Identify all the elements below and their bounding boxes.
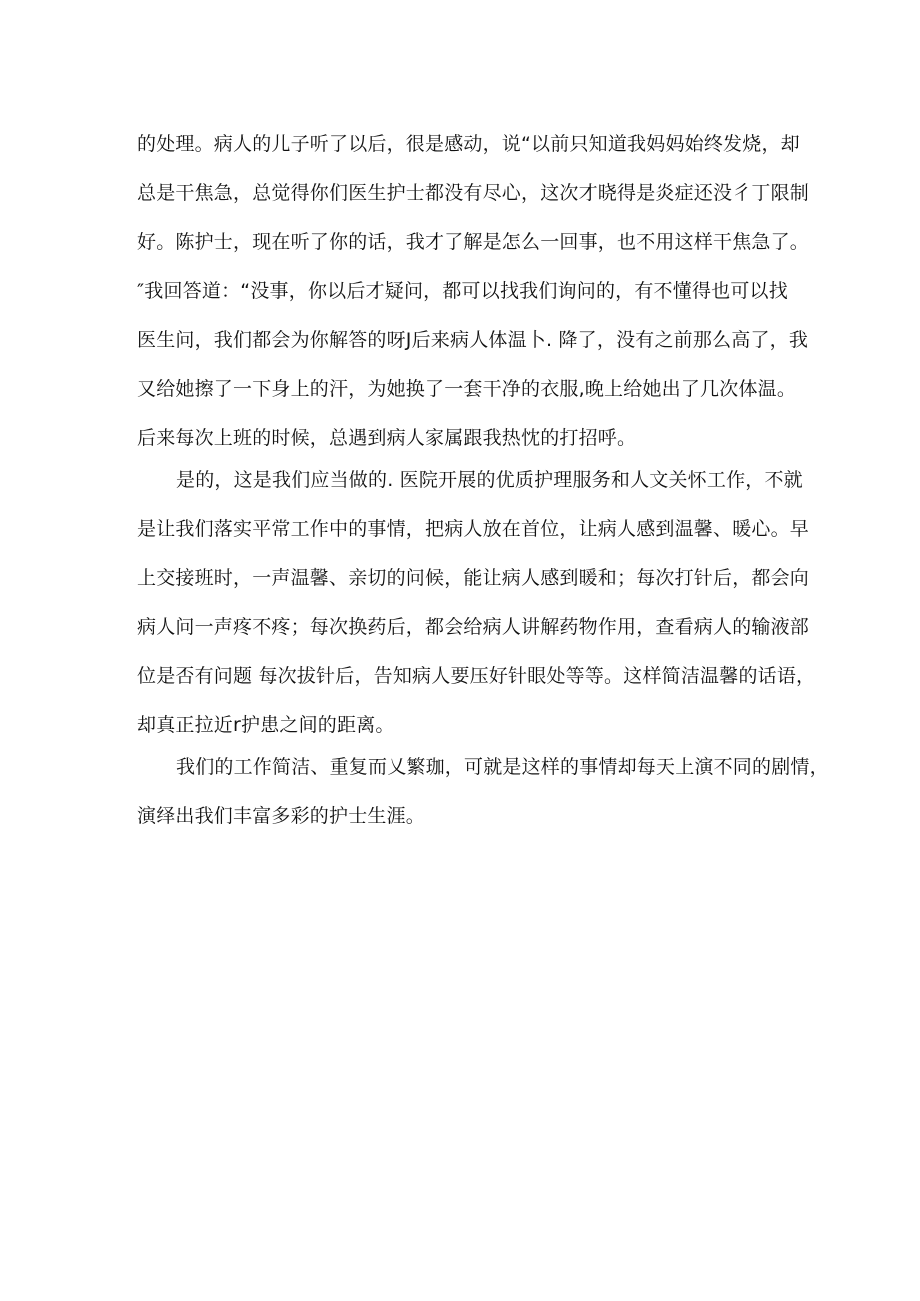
paragraph-line: 位是否有问题 每次拔针后，告知病人要压好针眼处等等。这样简洁温馨的话语， bbox=[137, 665, 816, 687]
paragraph-line: 后来每次上班的时候，总遇到病人家属跟我热忱的打招呼。 bbox=[137, 427, 637, 449]
paragraph-line: 又给她擦了一下身上的汗，为她换了一套干净的衣服,晚上给她出了几次体温。 bbox=[137, 378, 797, 400]
paragraph-line: 上交接班时，一声温馨、亲切的问候，能让病人感到暖和；每次打针后，都会向 bbox=[137, 567, 810, 589]
paragraph-1 bbox=[137, 120, 810, 463]
paragraph-line: 演绎出我们丰富多彩的护士生涯。 bbox=[137, 805, 426, 827]
paragraph-line: 病人问一声疼不疼；每次换药后，都会给病人讲解药物作用，查看病人的输液部 bbox=[137, 616, 810, 638]
paragraph-line: 是的，这是我们应当做的. 医院开展的优质护理服务和人文关怀工作，不就 bbox=[176, 469, 803, 491]
paragraph-line: 是让我们落实平常工作中的事情，把病人放在首位，让病人感到温馨、暖心。早 bbox=[137, 518, 810, 540]
paragraph-line: 却真正拉近r护患之间的距离。 bbox=[137, 714, 395, 736]
paragraph-line: 好。陈护士，现在听了你的话，我才了解是怎么一回事，也不用这样干焦急了。 bbox=[137, 231, 810, 253]
paragraph-line: ″我回答道：“没事，你以后才疑问，都可以找我们询问的，有不懂得也可以找 bbox=[137, 280, 788, 302]
paragraph-line: 总是干焦急，总觉得你们医生护士都没有尽心，这次才晓得是炎症还没彳丁限制 bbox=[137, 182, 810, 204]
paragraph-3 bbox=[137, 743, 829, 841]
paragraph-2 bbox=[137, 456, 816, 750]
paragraph-line: 的处理。病人的儿子听了以后，很是感动，说“以前只知道我妈妈始终发烧，却 bbox=[137, 133, 800, 155]
paragraph-line: 我们的工作简洁、重复而乂繁珈，可就是这样的事情却每天上演不同的剧情， bbox=[176, 756, 829, 778]
paragraph-line: 医生问，我们都会为你解答的呀J后来病人体温卜. 降了，没有之前那么高了，我 bbox=[137, 329, 809, 351]
